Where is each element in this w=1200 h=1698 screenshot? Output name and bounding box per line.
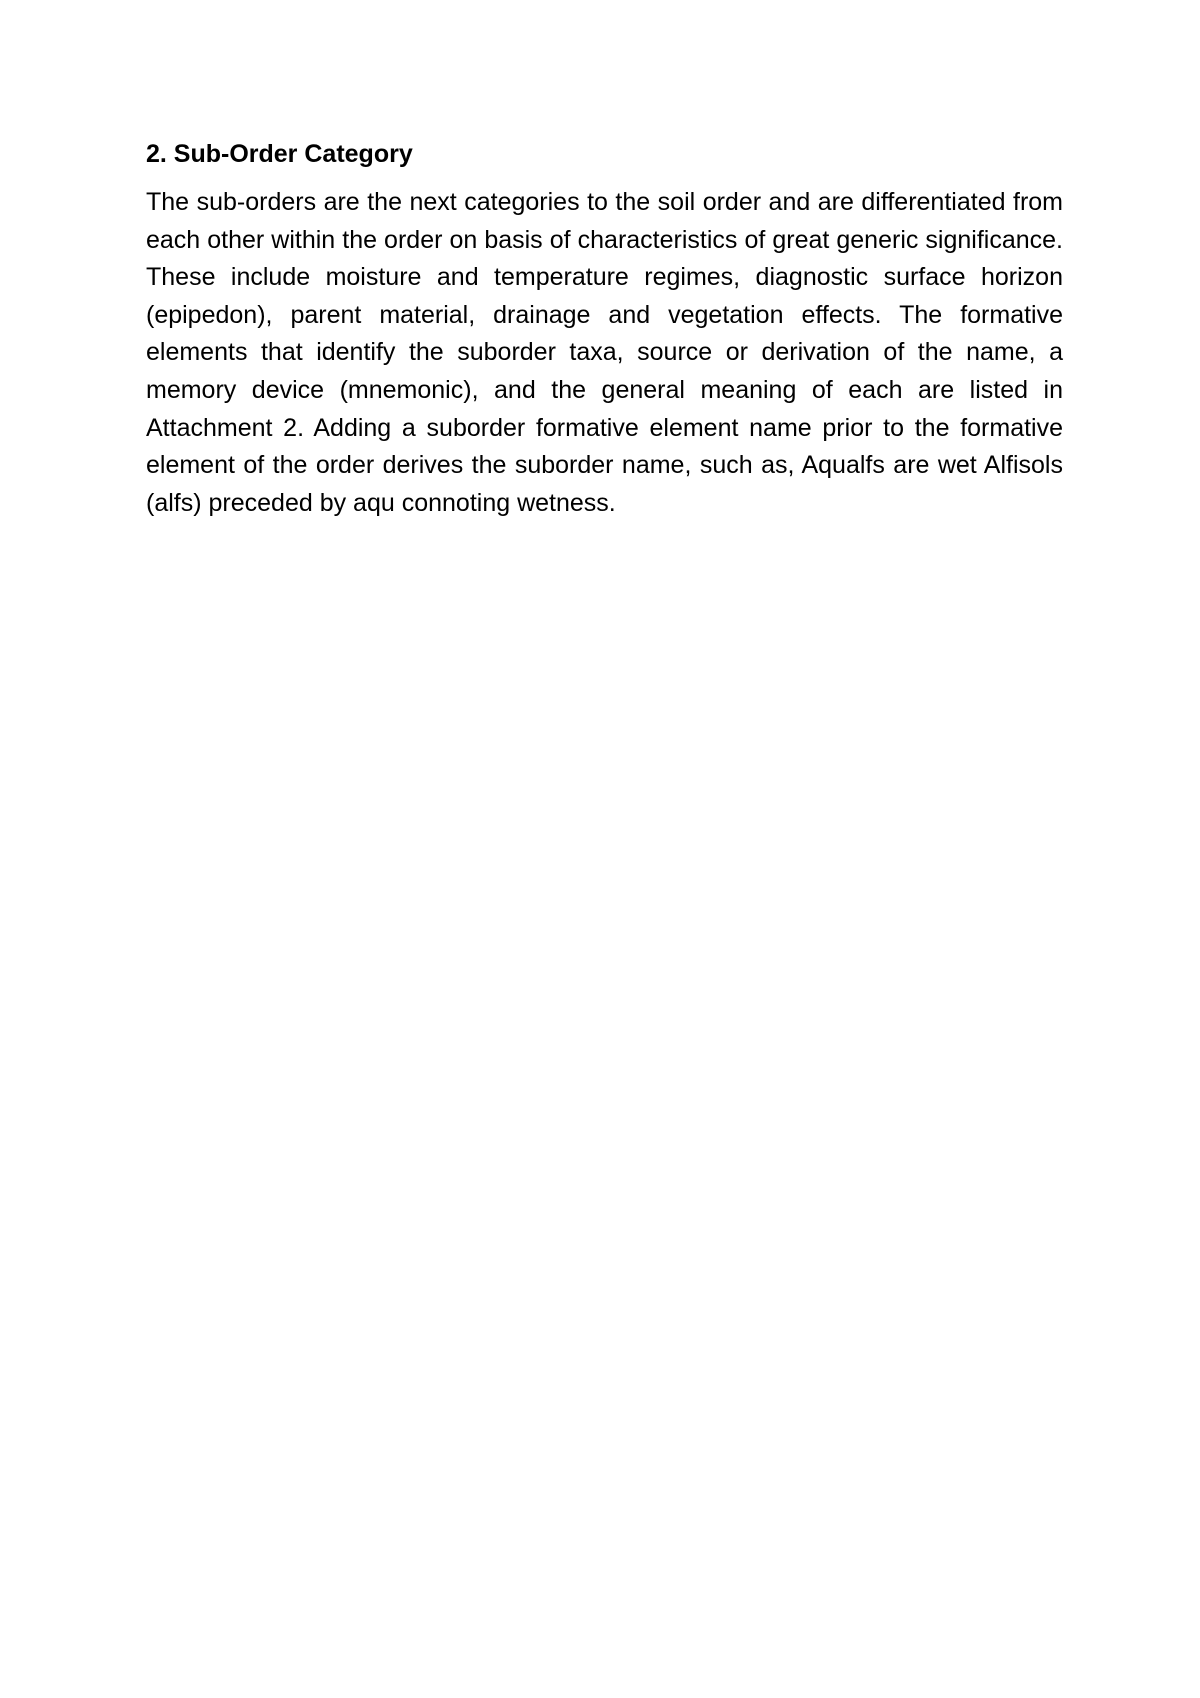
section-paragraph: The sub-orders are the next categories to the soil order and are differentiated from each other within the order on basis of characteristics of great generic significance. These include moisture and temperature regimes, diagnostic surface horizon (epipedon), parent material, drainage and vegetation effects. The formative elements that identify the suborder taxa, source or derivation of the name, a memory device (mnemonic), and the general meaning of each are listed in Attachment 2. Adding a suborder formative element name prior to the formative element of the order derives the suborder name, such as, Aqualfs are wet Alfisols (alfs) preceded by aqu connoting wetness. xyxy=(146,188,1063,517)
section-heading: 2. Sub-Order Category xyxy=(146,140,413,168)
document-content xyxy=(146,136,1063,522)
